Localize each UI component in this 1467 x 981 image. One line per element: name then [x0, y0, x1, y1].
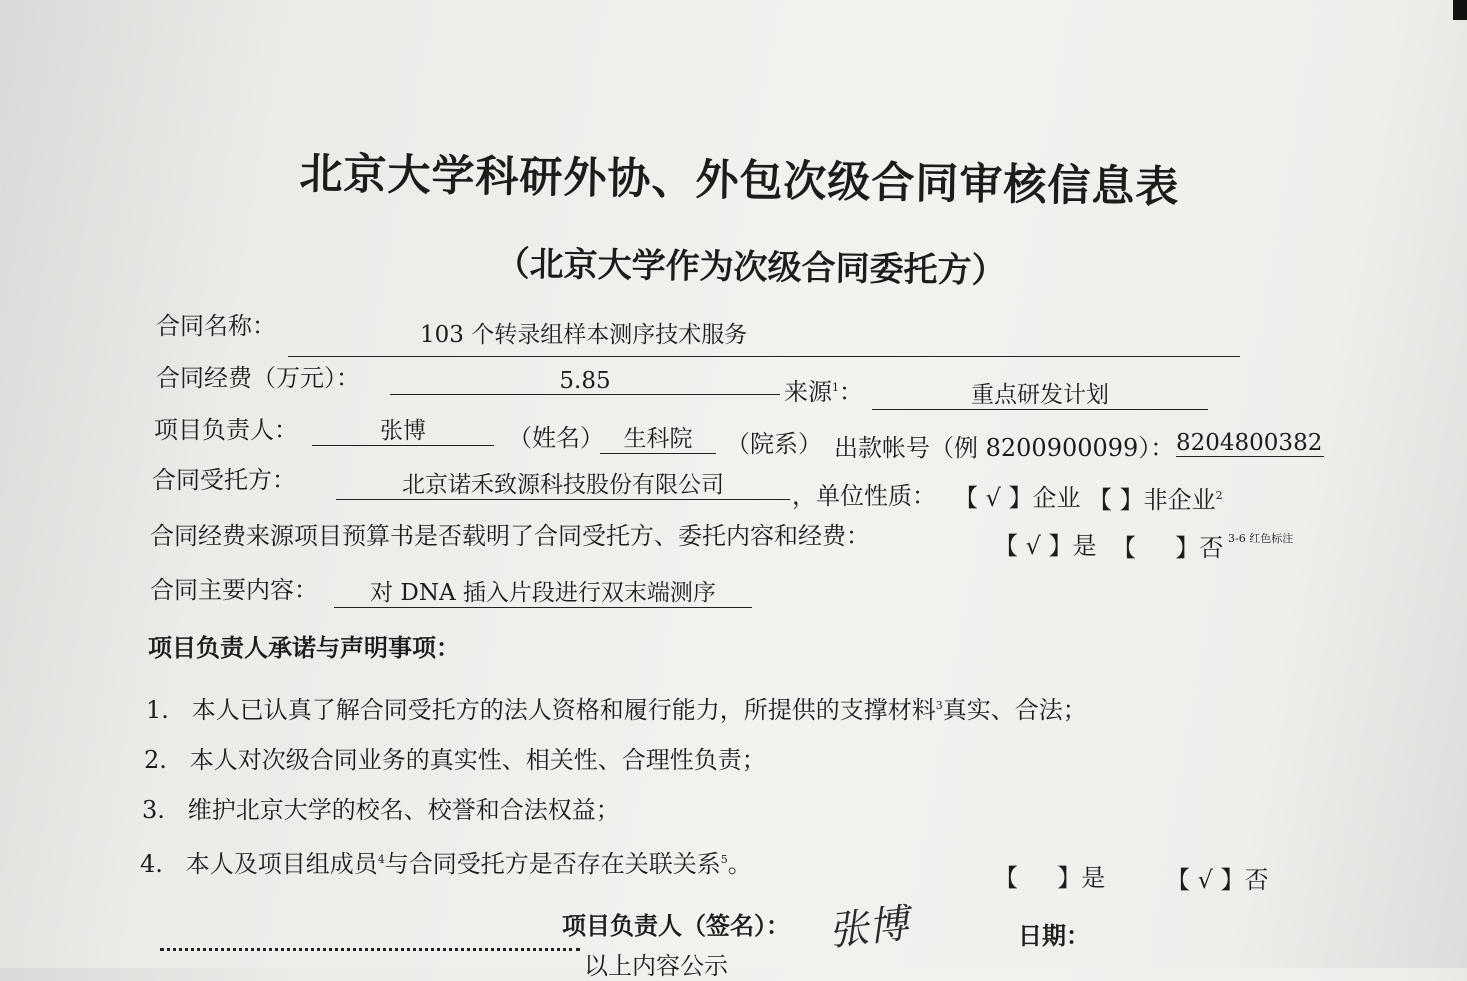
pi-name: 张博: [312, 412, 494, 446]
budget-yes-check: 【 √ 】是: [994, 532, 1097, 560]
contractee-label: 合同受托方：: [152, 466, 296, 494]
non-enterprise-check: 【 】非企业$^2$: [1088, 486, 1223, 514]
pi-account-label: 出款帐号（例 8200900099）：: [834, 434, 1175, 462]
pi-label: 项目负责人：: [154, 416, 298, 444]
contractee-value: 北京诺禾致源科技股份有限公司: [336, 466, 790, 500]
document-subtitle: （北京大学作为次级合同委托方）: [495, 243, 1006, 292]
commitment-item: 4. 本人及项目组成员$^4$与合同受托方是否存在关联关系$^5$。: [140, 850, 752, 878]
date-label: 日期：: [1018, 921, 1090, 950]
fee-source-value: 重点研发计划: [872, 376, 1208, 410]
commitment-item: 2. 本人对次级合同业务的真实性、相关性、合理性负责；: [144, 746, 766, 774]
commitment-item: 1. 本人已认真了解合同受托方的法人资格和履行能力，所提供的支撑材料$^3$真实、合法；: [146, 696, 1087, 724]
contract-fee-value: 5.85: [390, 368, 780, 395]
pi-account: 8204800382: [1176, 430, 1323, 456]
pi-dept: 生科院: [600, 420, 716, 454]
pi-name-label: （姓名）: [508, 424, 604, 452]
budget-question-label: 合同经费来源项目预算书是否载明了合同受托方、委托内容和经费：: [150, 522, 870, 550]
main-content-value: 对 DNA 插入片段进行双末端测序: [334, 574, 752, 608]
fee-source-label: 来源$^1$：: [784, 378, 863, 406]
contract-fee-label: 合同经费（万元）：: [156, 364, 360, 392]
item4-no-check: 【 √ 】否: [1166, 866, 1269, 894]
footer-partial-text: 以上内容公示: [584, 952, 728, 980]
signature-label: 项目负责人（签名）：: [562, 911, 790, 940]
dotted-divider: [160, 948, 580, 951]
budget-no-check: 【 】否: [1112, 534, 1224, 562]
commitment-section-title: 项目负责人承诺与声明事项：: [148, 633, 460, 662]
commitment-item: 3. 维护北京大学的校名、校誉和合法权益；: [142, 796, 620, 824]
contract-name-label: 合同名称：: [156, 312, 276, 340]
budget-note: 3-6 红色标注: [1228, 532, 1294, 545]
contract-name-value: 103 个转录组样本测序技术服务: [420, 322, 748, 348]
item4-yes-check: 【 】是: [994, 864, 1106, 892]
page-corner: [1453, 0, 1467, 20]
main-content-label: 合同主要内容：: [150, 576, 318, 604]
handwritten-signature: 张博: [826, 900, 911, 956]
document-title: 北京大学科研外协、外包次级合同审核信息表: [299, 148, 1180, 213]
pi-dept-label: （院系）: [726, 430, 822, 458]
contractee-nature-label: ，单位性质：: [792, 482, 936, 510]
enterprise-check: 【 √ 】企业: [954, 484, 1081, 512]
